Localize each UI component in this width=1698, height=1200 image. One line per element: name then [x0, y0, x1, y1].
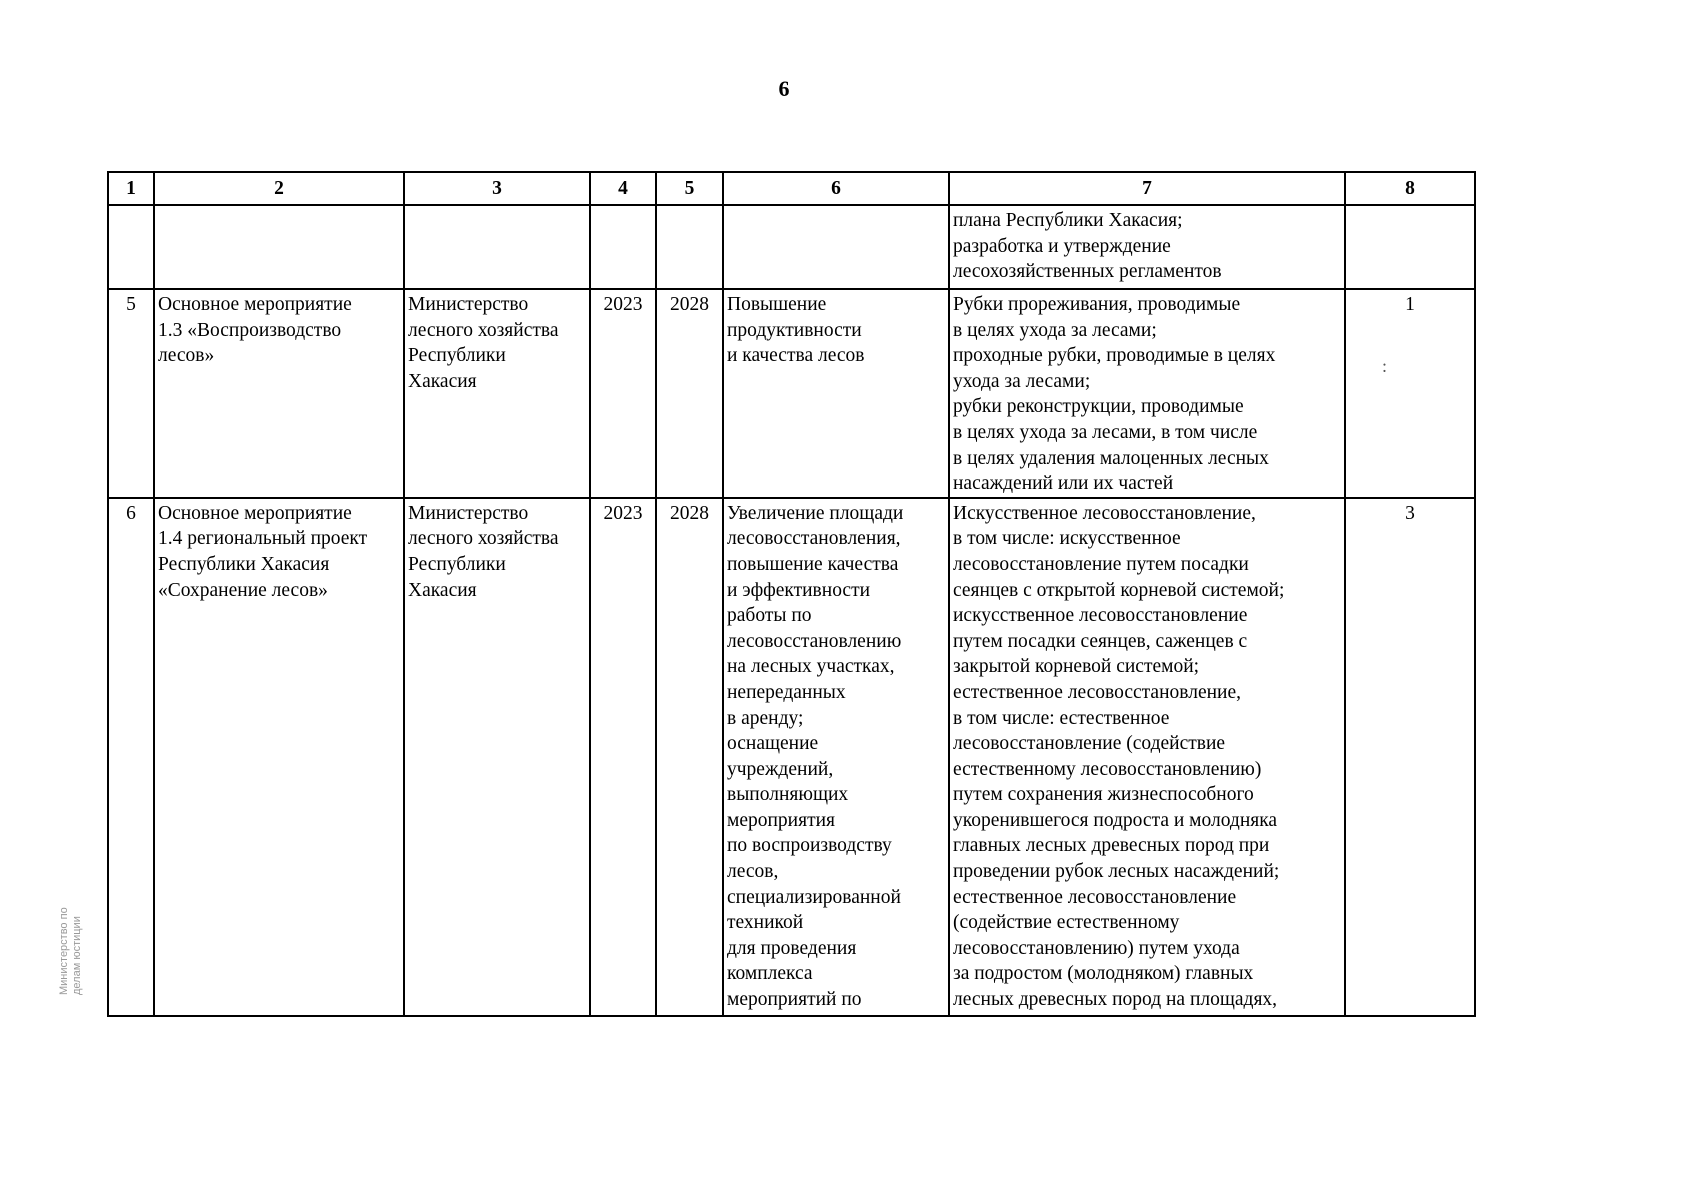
cell-line: лесов»	[158, 345, 215, 367]
cell-line: и эффективности	[727, 579, 871, 601]
cell-line: 1.3 «Воспроизводство	[158, 319, 342, 341]
header-row	[108, 172, 1475, 205]
header-cell-5: 5	[656, 172, 723, 205]
cell-line: мероприятий по	[727, 989, 862, 1011]
table-row	[108, 498, 1475, 1016]
stamp-line: делам юстиции	[71, 916, 83, 995]
indicator-link-cell: 1	[1345, 289, 1475, 498]
end-year: 2028	[656, 289, 723, 498]
header-cell-1: 1	[108, 172, 154, 205]
empty-cell	[154, 205, 404, 289]
cell-line: непереданных	[727, 681, 846, 703]
empty-cell	[1345, 205, 1475, 289]
cell-line: ухода за лесами;	[953, 370, 1091, 392]
empty-cell	[723, 205, 949, 289]
cell-line: Повышение	[727, 294, 827, 315]
end-year: 2028	[656, 498, 723, 1016]
cell-line: лесовосстановления,	[727, 528, 901, 550]
cell-line: рубки реконструкции, проводимые	[953, 396, 1244, 418]
page-number: 6	[778, 76, 790, 101]
cell-line: комплекса	[727, 963, 813, 985]
row-number: 5	[108, 289, 154, 498]
result-cell	[723, 289, 949, 498]
cell-line: Республики Хакасия	[158, 553, 330, 575]
margin-stamp	[58, 795, 98, 995]
activities-cell	[949, 205, 1345, 289]
cell-line: Министерство	[408, 502, 529, 524]
cell-line: продуктивности	[727, 319, 862, 341]
empty-cell	[590, 205, 656, 289]
header-cell-6: 6	[723, 172, 949, 205]
cell-line: разработка и утверждение	[953, 235, 1171, 257]
cell-line: в целях ухода за лесами, в том числе	[953, 421, 1258, 443]
cell-line: лесовосстановление путем посадки	[953, 553, 1249, 575]
activities-cell	[949, 289, 1345, 498]
table-row	[108, 205, 1475, 289]
cell-line: искусственное лесовосстановление	[953, 605, 1248, 627]
cell-line: лесовосстановлению) путем ухода	[953, 937, 1240, 959]
cell-line: плана Республики Хакасия;	[953, 210, 1183, 231]
measure-name-cell	[154, 498, 404, 1016]
start-year: 2023	[590, 289, 656, 498]
empty-cell	[656, 205, 723, 289]
cell-line: естественное лесовосстановление,	[953, 681, 1242, 703]
cell-line: в том числе: искусственное	[953, 528, 1181, 550]
cell-line: проведении рубок лесных насаждений;	[953, 861, 1280, 883]
cell-line: естественное лесовосстановление	[953, 886, 1237, 908]
cell-line: лесовосстановление (содействие	[953, 733, 1226, 755]
cell-line: работы по	[727, 605, 812, 627]
cell-line: лесных древесных пород на площадях,	[953, 989, 1278, 1011]
header-cell-3: 3	[404, 172, 590, 205]
cell-line: лесного хозяйства	[408, 528, 559, 550]
cell-line: главных лесных древесных пород при	[953, 835, 1270, 857]
cell-line: «Сохранение лесов»	[158, 579, 328, 601]
cell-line: техникой	[727, 912, 804, 934]
cell-line: лесовосстановлению	[727, 630, 902, 652]
cell-line: лесов,	[727, 861, 779, 883]
table-row	[108, 289, 1475, 498]
program-table	[107, 171, 1476, 1017]
cell-line: Рубки прореживания, проводимые	[953, 294, 1241, 315]
stamp-line: Министерство по	[58, 907, 70, 995]
cell-line: в целях удаления малоценных лесных	[953, 447, 1269, 469]
cell-line: повышение качества	[727, 553, 899, 575]
cell-line: Искусственное лесовосстановление,	[953, 502, 1256, 524]
cell-line: лесохозяйственных регламентов	[953, 261, 1222, 283]
cell-line: Увеличение площади	[727, 502, 904, 524]
cell-line: для проведения	[727, 937, 857, 959]
cell-line: по воспроизводству	[727, 835, 892, 857]
cell-line: в аренду;	[727, 707, 804, 729]
header-cell-4: 4	[590, 172, 656, 205]
cell-line: в том числе: естественное	[953, 707, 1170, 729]
cell-line: Основное мероприятие	[158, 294, 352, 315]
cell-line: сеянцев с открытой корневой системой;	[953, 579, 1285, 601]
cell-line: путем сохранения жизнеспособного	[953, 784, 1254, 806]
cell-line: на лесных участках,	[727, 656, 895, 678]
start-year: 2023	[590, 498, 656, 1016]
cell-line: специализированной	[727, 886, 901, 908]
indicator-link-cell: 3	[1345, 498, 1475, 1016]
cell-line: Республики	[408, 553, 506, 575]
cell-line: закрытой корневой системой;	[953, 656, 1200, 678]
cell-line: оснащение	[727, 733, 819, 755]
executor-cell	[404, 498, 590, 1016]
row-number: 6	[108, 498, 154, 1016]
cell-line: выполняющих	[727, 784, 849, 806]
result-cell	[723, 498, 949, 1016]
cell-line: учреждений,	[727, 758, 834, 780]
cell-line: проходные рубки, проводимые в целях	[953, 345, 1276, 367]
cell-line: и качества лесов	[727, 345, 865, 367]
cell-line: за подростом (молодняком) главных	[953, 963, 1254, 985]
cell-line: мероприятия	[727, 809, 836, 831]
cell-line: Хакасия	[408, 579, 477, 601]
cell-line: 1.4 региональный проект	[158, 528, 368, 550]
executor-cell	[404, 289, 590, 498]
cell-line: естественному лесовосстановлению)	[953, 758, 1262, 780]
cell-line: насаждений или их частей	[953, 473, 1174, 495]
cell-line: Хакасия	[408, 370, 477, 392]
cell-line: (содействие естественному	[953, 912, 1180, 934]
header-cell-8: 8	[1345, 172, 1475, 205]
header-cell-7: 7	[949, 172, 1345, 205]
cell-line: лесного хозяйства	[408, 319, 559, 341]
empty-cell	[404, 205, 590, 289]
empty-cell	[108, 205, 154, 289]
cell-line: укоренившегося подроста и молодняка	[953, 809, 1278, 831]
cell-line: Министерство	[408, 294, 529, 315]
scan-artifact: :	[1382, 356, 1388, 376]
measure-name-cell	[154, 289, 404, 498]
activities-cell	[949, 498, 1345, 1016]
header-cell-2: 2	[154, 172, 404, 205]
cell-line: Основное мероприятие	[158, 502, 352, 524]
cell-line: путем посадки сеянцев, саженцев с	[953, 630, 1248, 652]
cell-line: Республики	[408, 345, 506, 367]
cell-line: в целях ухода за лесами;	[953, 319, 1157, 341]
